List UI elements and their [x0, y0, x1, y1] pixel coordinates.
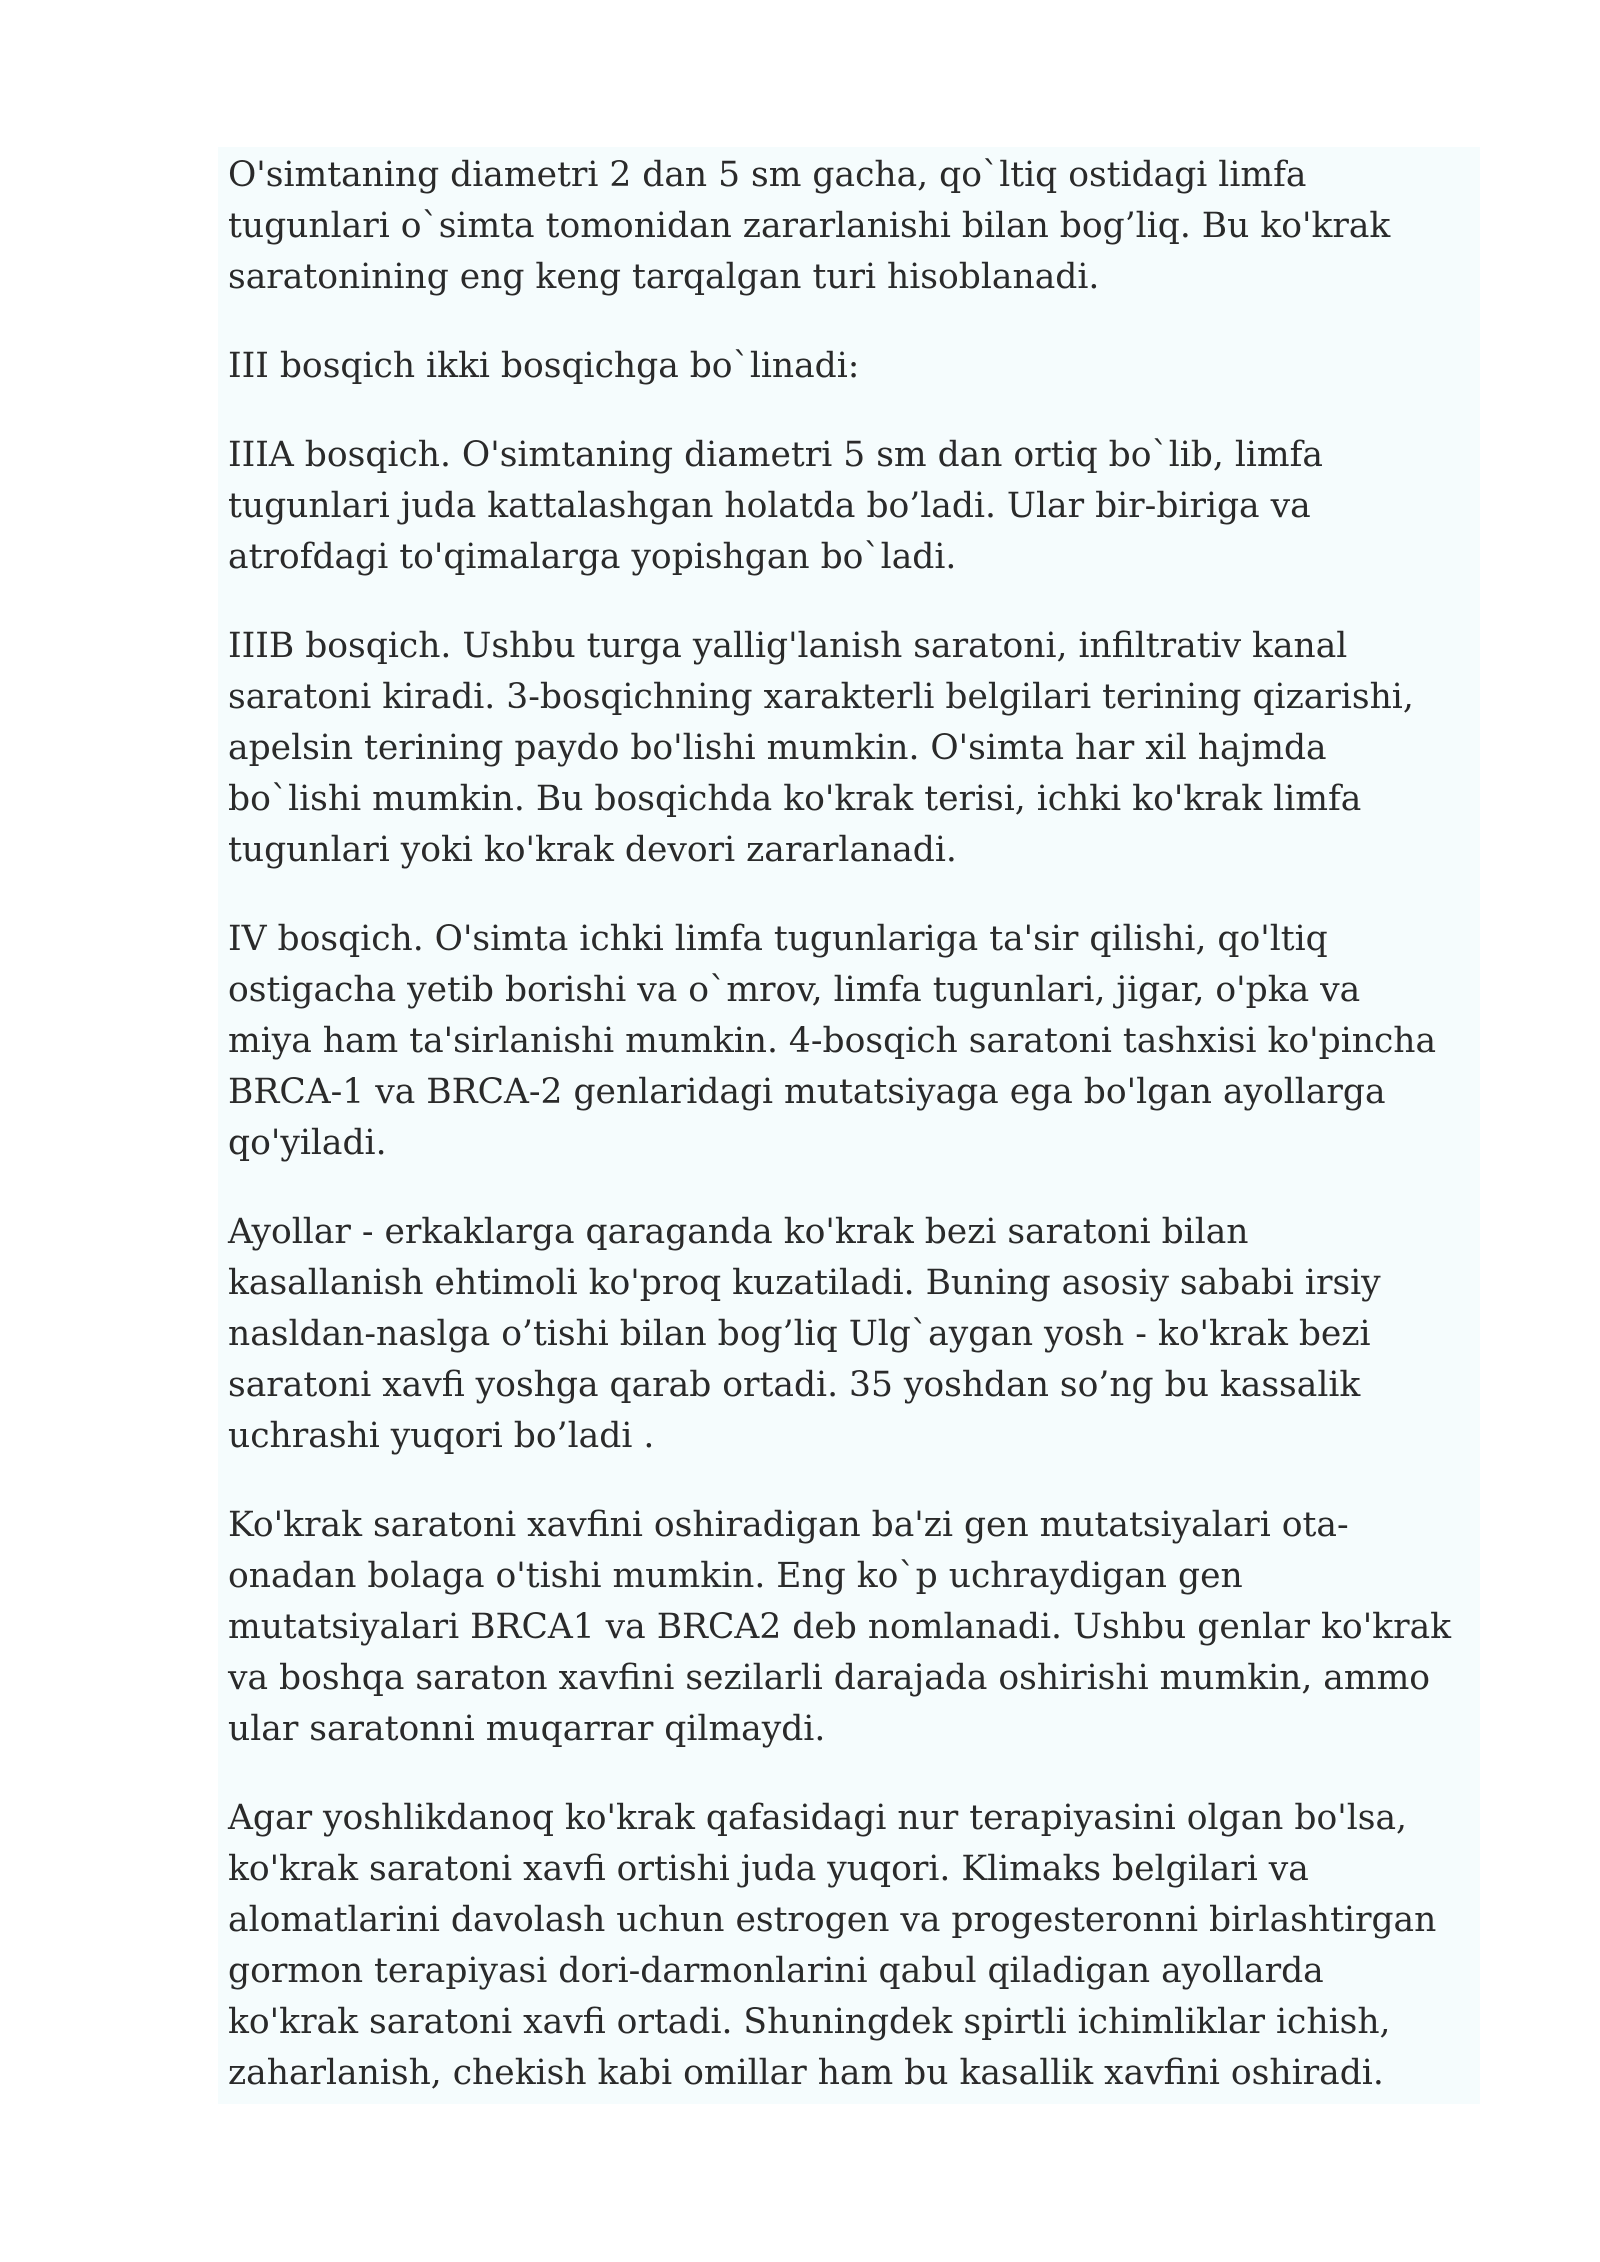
- paragraph-risk-gender-age: [228, 1207, 1480, 1462]
- paragraph-risk-genetics: [228, 1500, 1480, 1755]
- text-line: ko'krak saratoni xavfi ortadi. Shuningdek spirtli ichimliklar ichish,: [228, 2002, 1391, 2042]
- text-line: kasallanish ehtimoli ko'proq kuzatiladi. Buning asosiy sababi irsiy: [228, 1263, 1381, 1303]
- text-line: tugunlari o`simta tomonidan zararlanishi bilan bog’liq. Bu ko'krak: [228, 206, 1391, 246]
- text-line: tugunlari yoki ko'krak devori zararlanadi.: [228, 830, 957, 870]
- text-line: saratoni kiradi. 3-bosqichning xarakterli belgilari terining qizarishi,: [228, 677, 1414, 717]
- paragraph-stage-3a: [228, 430, 1480, 583]
- text-line: zaharlanish, chekish kabi omillar ham bu kasallik xavfini oshiradi.: [228, 2053, 1384, 2093]
- text-line: miya ham ta'sirlanishi mumkin. 4-bosqich saratoni tashxisi ko'pincha: [228, 1021, 1437, 1061]
- text-line: alomatlarini davolash uchun estrogen va progesteronni birlashtirgan: [228, 1900, 1437, 1940]
- text-line: onadan bolaga o'tishi mumkin. Eng ko`p uchraydigan gen: [228, 1556, 1243, 1596]
- text-line: nasldan-naslga o’tishi bilan bog’liq Ulg`aygan yosh - ko'krak bezi: [228, 1314, 1371, 1354]
- text-line: atrofdagi to'qimalarga yopishgan bo`ladi.: [228, 537, 957, 577]
- paragraph-stage-2-description: [228, 150, 1480, 303]
- text-line: IIIA bosqich. O'simtaning diametri 5 sm dan ortiq bo`lib, limfa: [228, 435, 1323, 475]
- text-line: saratonining eng keng tarqalgan turi hisoblanadi.: [228, 257, 1100, 297]
- text-line: O'simtaning diametri 2 dan 5 sm gacha, qo`ltiq ostidagi limfa: [228, 155, 1307, 195]
- text-line: va boshqa saraton xavfini sezilarli darajada oshirishi mumkin, ammo: [228, 1658, 1431, 1698]
- paragraph-stage-4: [228, 914, 1480, 1169]
- text-line: Ko'krak saratoni xavfini oshiradigan ba'zi gen mutatsiyalari ota-: [228, 1505, 1349, 1545]
- text-line: Ayollar - erkaklarga qaraganda ko'krak bezi saratoni bilan: [228, 1212, 1249, 1252]
- text-line: saratoni xavfi yoshga qarab ortadi. 35 yoshdan so’ng bu kassalik: [228, 1365, 1361, 1405]
- text-line: qo'yiladi.: [228, 1123, 387, 1163]
- text-line: BRCA-1 va BRCA-2 genlaridagi mutatsiyaga ega bo'lgan ayollarga: [228, 1072, 1386, 1112]
- text-line: IV bosqich. O'simta ichki limfa tugunlariga ta'sir qilishi, qo'ltiq: [228, 919, 1328, 959]
- text-line: mutatsiyalari BRCA1 va BRCA2 deb nomlanadi. Ushbu genlar ko'krak: [228, 1607, 1452, 1647]
- text-line: IIIB bosqich. Ushbu turga yallig'lanish saratoni, infiltrativ kanal: [228, 626, 1348, 666]
- text-line: ko'krak saratoni xavfi ortishi juda yuqori. Klimaks belgilari va: [228, 1849, 1309, 1889]
- text-line: tugunlari juda kattalashgan holatda bo’ladi. Ular bir-biriga va: [228, 486, 1311, 526]
- text-line: bo`lishi mumkin. Bu bosqichda ko'krak terisi, ichki ko'krak limfa: [228, 779, 1362, 819]
- text-line: apelsin terining paydo bo'lishi mumkin. O'simta har xil hajmda: [228, 728, 1327, 768]
- text-line: III bosqich ikki bosqichga bo`linadi:: [228, 346, 860, 386]
- text-line: ostigacha yetib borishi va o`mrov, limfa tugunlari, jigar, o'pka va: [228, 970, 1361, 1010]
- paragraph-stage-3-intro: [228, 341, 1480, 392]
- text-line: ular saratonni muqarrar qilmaydi.: [228, 1709, 826, 1749]
- text-line: uchrashi yuqori bo’ladi .: [228, 1416, 655, 1456]
- document-text: [228, 150, 1480, 2137]
- paragraph-risk-other-factors: [228, 1793, 1480, 2099]
- text-line: Agar yoshlikdanoq ko'krak qafasidagi nur terapiyasini olgan bo'lsa,: [228, 1798, 1407, 1838]
- paragraph-stage-3b: [228, 621, 1480, 876]
- text-line: gormon terapiyasi dori-darmonlarini qabul qiladigan ayollarda: [228, 1951, 1324, 1991]
